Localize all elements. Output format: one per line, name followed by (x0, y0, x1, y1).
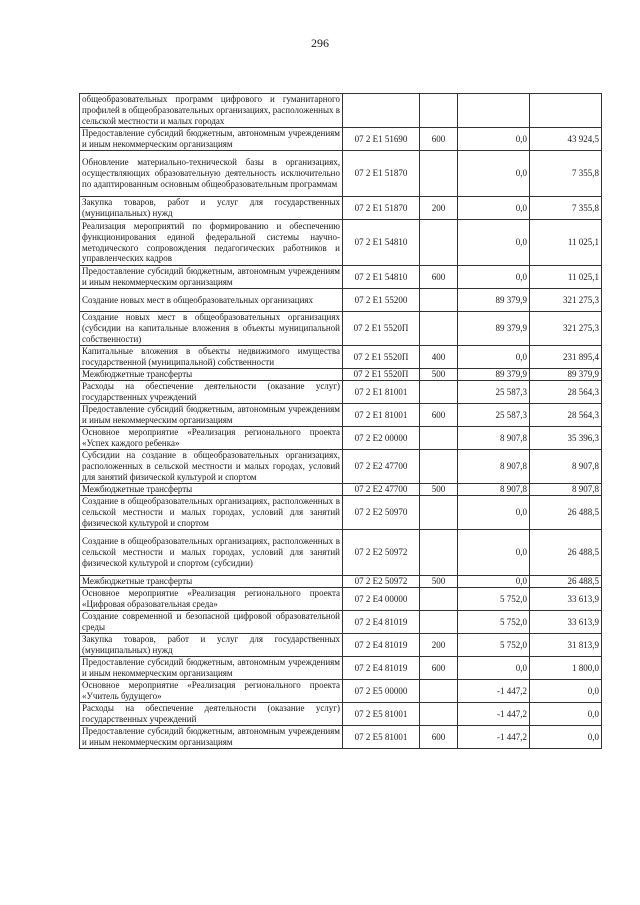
row-amount-1: 0,0 (458, 657, 530, 680)
row-expense-type: 600 (420, 404, 458, 427)
table-row (80, 346, 602, 369)
row-expense-type (420, 94, 458, 128)
row-name: Создание в общеобразовательных организациях, расположенных в сельской местности и малых городах, условий для занятий физической культурой и спортом (80, 496, 343, 530)
row-code: 07 2 E5 00000 (343, 680, 420, 703)
row-amount-2: 11 025,1 (530, 266, 602, 289)
row-amount-2: 35 396,3 (530, 427, 602, 450)
row-amount-2: 231 895,4 (530, 346, 602, 369)
row-amount-2: 26 488,5 (530, 576, 602, 588)
row-amount-1 (458, 94, 530, 128)
row-expense-type (420, 450, 458, 484)
row-code: 07 2 E1 51870 (343, 197, 420, 220)
row-expense-type: 600 (420, 657, 458, 680)
row-expense-type: 500 (420, 576, 458, 588)
row-name: общеобразовательных программ цифрового и гуманитарного профилей в общеобразовательных организациях, расположенных в сельской местности и малых городах (80, 94, 343, 128)
row-code: 07 2 E1 81001 (343, 404, 420, 427)
row-name: Основное мероприятие «Реализация регионального проекта «Успех каждого ребенка» (80, 427, 343, 450)
row-expense-type: 200 (420, 634, 458, 657)
row-name: Предоставление субсидий бюджетным, автономным учреждениям и иным некоммерческим организациям (80, 404, 343, 427)
table-row (80, 496, 602, 530)
row-amount-1: 0,0 (458, 530, 530, 576)
table-row (80, 289, 602, 312)
row-name: Расходы на обеспечение деятельности (оказание услуг) государственных учреждений (80, 703, 343, 726)
row-code: 07 2 E1 51870 (343, 151, 420, 197)
row-name: Предоставление субсидий бюджетным, автономным учреждениям и иным некоммерческим организациям (80, 726, 343, 749)
row-expense-type: 400 (420, 346, 458, 369)
row-amount-1: 89 379,9 (458, 289, 530, 312)
row-expense-type (420, 312, 458, 346)
row-name: Основное мероприятие «Реализация регионального проекта «Цифровая образовательная среда» (80, 588, 343, 611)
row-amount-1: -1 447,2 (458, 703, 530, 726)
row-expense-type: 500 (420, 369, 458, 381)
row-expense-type (420, 680, 458, 703)
row-amount-1: 0,0 (458, 496, 530, 530)
row-name: Закупка товаров, работ и услуг для государственных (муниципальных) нужд (80, 634, 343, 657)
row-amount-2: 89 379,9 (530, 369, 602, 381)
row-name: Межбюджетные трансферты (80, 369, 343, 381)
row-name: Создание новых мест в общеобразовательных организациях (субсидии на капитальные вложения в объекты муниципальной собственности) (80, 312, 343, 346)
row-amount-1: 8 907,8 (458, 484, 530, 496)
table-row (80, 450, 602, 484)
row-name: Предоставление субсидий бюджетным, автономным учреждениям и иным некоммерческим организациям (80, 266, 343, 289)
row-amount-2 (530, 94, 602, 128)
row-expense-type (420, 703, 458, 726)
row-amount-2: 321 275,3 (530, 289, 602, 312)
row-amount-2: 0,0 (530, 703, 602, 726)
row-amount-1: 0,0 (458, 220, 530, 266)
table-row (80, 266, 602, 289)
row-code: 07 2 E1 5520П (343, 312, 420, 346)
row-expense-type (420, 289, 458, 312)
row-expense-type: 600 (420, 726, 458, 749)
row-code: 07 2 E2 50972 (343, 576, 420, 588)
row-amount-2: 8 907,8 (530, 484, 602, 496)
row-amount-1: 5 752,0 (458, 634, 530, 657)
budget-table (79, 93, 602, 749)
row-amount-1: 5 752,0 (458, 611, 530, 634)
row-code (343, 94, 420, 128)
row-name: Создание современной и безопасной цифровой образовательной среды (80, 611, 343, 634)
row-code: 07 2 E1 54810 (343, 220, 420, 266)
table-row (80, 427, 602, 450)
row-amount-2: 28 564,3 (530, 404, 602, 427)
row-expense-type (420, 381, 458, 404)
page-number: 296 (311, 36, 329, 50)
row-expense-type (420, 496, 458, 530)
row-amount-2: 7 355,8 (530, 197, 602, 220)
row-amount-2: 0,0 (530, 680, 602, 703)
row-code: 07 2 E1 81001 (343, 381, 420, 404)
row-amount-2: 28 564,3 (530, 381, 602, 404)
row-expense-type (420, 588, 458, 611)
row-code: 07 2 E1 5520П (343, 369, 420, 381)
row-amount-2: 11 025,1 (530, 220, 602, 266)
row-name: Межбюджетные трансферты (80, 484, 343, 496)
row-name: Обновление материально-технической базы в организациях, осуществляющих образовательную деятельность исключительно по адаптированным основным общеобразовательным программам (80, 151, 343, 197)
row-code: 07 2 E5 81001 (343, 726, 420, 749)
row-name: Реализация мероприятий по формированию и обеспечению функционирования единой федеральной системы научно-методического сопровождения педагогических работников и управленческих кадров (80, 220, 343, 266)
row-code: 07 2 E1 55200 (343, 289, 420, 312)
row-expense-type: 600 (420, 128, 458, 151)
row-code: 07 2 E2 47700 (343, 484, 420, 496)
table-row (80, 588, 602, 611)
row-amount-1: 5 752,0 (458, 588, 530, 611)
row-expense-type (420, 611, 458, 634)
table-row (80, 369, 602, 381)
row-code: 07 2 E1 5520П (343, 346, 420, 369)
table-row (80, 703, 602, 726)
row-amount-2: 33 613,9 (530, 611, 602, 634)
row-name: Предоставление субсидий бюджетным, автономным учреждениям и иным некоммерческим организациям (80, 128, 343, 151)
row-amount-1: 89 379,9 (458, 369, 530, 381)
row-amount-1: 0,0 (458, 576, 530, 588)
row-expense-type (420, 220, 458, 266)
row-amount-1: 25 587,3 (458, 404, 530, 427)
row-amount-1: 89 379,9 (458, 312, 530, 346)
row-name: Расходы на обеспечение деятельности (оказание услуг) государственных учреждений (80, 381, 343, 404)
table-row (80, 128, 602, 151)
row-amount-2: 0,0 (530, 726, 602, 749)
table-row (80, 197, 602, 220)
row-expense-type (420, 530, 458, 576)
table-row (80, 576, 602, 588)
row-amount-2: 321 275,3 (530, 312, 602, 346)
row-amount-1: 0,0 (458, 128, 530, 151)
row-amount-1: -1 447,2 (458, 726, 530, 749)
table-row (80, 680, 602, 703)
row-amount-1: 0,0 (458, 197, 530, 220)
row-amount-2: 31 813,9 (530, 634, 602, 657)
row-amount-2: 43 924,5 (530, 128, 602, 151)
table-row (80, 611, 602, 634)
table-row (80, 657, 602, 680)
row-amount-2: 26 488,5 (530, 530, 602, 576)
row-code: 07 2 E1 54810 (343, 266, 420, 289)
table-row (80, 634, 602, 657)
table-row (80, 726, 602, 749)
row-name: Предоставление субсидий бюджетным, автономным учреждениям и иным некоммерческим организациям (80, 657, 343, 680)
row-name: Субсидии на создание в общеобразовательных организациях, расположенных в сельской местности и малых городах, условий для занятий физической культурой и спортом (80, 450, 343, 484)
row-amount-1: 8 907,8 (458, 450, 530, 484)
row-amount-1: 8 907,8 (458, 427, 530, 450)
table-row (80, 484, 602, 496)
row-amount-2: 26 488,5 (530, 496, 602, 530)
row-code: 07 2 E4 81019 (343, 611, 420, 634)
row-name: Капитальные вложения в объекты недвижимого имущества государственной (муниципальной) собственности (80, 346, 343, 369)
row-amount-2: 7 355,8 (530, 151, 602, 197)
row-name: Основное мероприятие «Реализация регионального проекта «Учитель будущего» (80, 680, 343, 703)
row-code: 07 2 E4 00000 (343, 588, 420, 611)
row-code: 07 2 E2 47700 (343, 450, 420, 484)
table-row (80, 220, 602, 266)
table-row (80, 404, 602, 427)
row-name: Создание новых мест в общеобразовательных организациях (80, 289, 343, 312)
row-amount-1: 0,0 (458, 346, 530, 369)
table-row (80, 94, 602, 128)
table-row (80, 312, 602, 346)
row-amount-2: 8 907,8 (530, 450, 602, 484)
row-name: Межбюджетные трансферты (80, 576, 343, 588)
row-code: 07 2 E1 51690 (343, 128, 420, 151)
row-name: Закупка товаров, работ и услуг для государственных (муниципальных) нужд (80, 197, 343, 220)
row-name: Создание в общеобразовательных организациях, расположенных в сельской местности и малых городах, условий для занятий физической культурой и спортом (субсидии) (80, 530, 343, 576)
row-code: 07 2 E4 81019 (343, 634, 420, 657)
row-amount-2: 1 800,0 (530, 657, 602, 680)
row-code: 07 2 E4 81019 (343, 657, 420, 680)
row-expense-type: 500 (420, 484, 458, 496)
row-code: 07 2 E2 50972 (343, 530, 420, 576)
row-code: 07 2 E2 50970 (343, 496, 420, 530)
row-amount-1: 0,0 (458, 266, 530, 289)
row-code: 07 2 E5 81001 (343, 703, 420, 726)
row-expense-type: 600 (420, 266, 458, 289)
row-expense-type (420, 427, 458, 450)
table-row (80, 381, 602, 404)
row-code: 07 2 E2 00000 (343, 427, 420, 450)
table-row (80, 151, 602, 197)
row-amount-1: 25 587,3 (458, 381, 530, 404)
row-expense-type (420, 151, 458, 197)
row-amount-1: 0,0 (458, 151, 530, 197)
table-row (80, 530, 602, 576)
row-amount-1: -1 447,2 (458, 680, 530, 703)
row-expense-type: 200 (420, 197, 458, 220)
row-amount-2: 33 613,9 (530, 588, 602, 611)
